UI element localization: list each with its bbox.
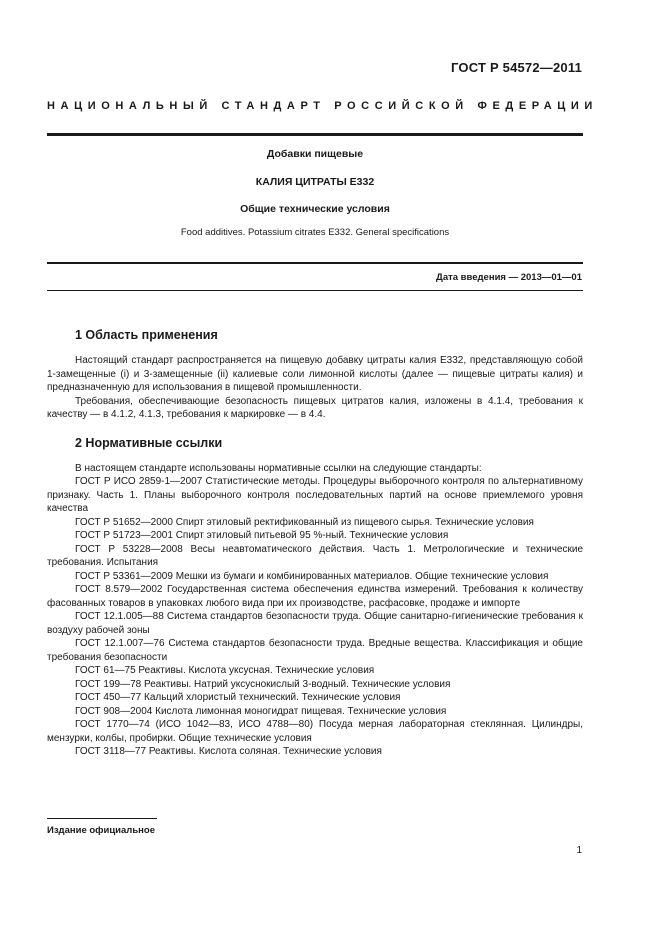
section-heading: 1 Область применения <box>75 328 218 342</box>
header-divider <box>47 133 583 136</box>
reference-item: ГОСТ 1770—74 (ИСО 1042—83, ИСО 4788—80) Посуда мерная лабораторная стеклянная. Цилиндры, мензурки, колбы, пробирки. Общие технические условия <box>47 719 583 744</box>
section-scope <box>47 326 583 422</box>
page-number: 1 <box>576 845 582 856</box>
document-number: ГОСТ Р 54572—2011 <box>451 60 582 75</box>
title-line-2: КАЛИЯ ЦИТРАТЫ Е332 <box>255 176 375 188</box>
reference-item: ГОСТ Р 51723—2001 Спирт этиловый питьевой 95 %-ный. Технические условия <box>75 530 449 541</box>
title-english: Food additives. Potassium citrates E332. General specifications <box>180 227 450 238</box>
title-divider <box>47 262 583 264</box>
title-line-1: Добавки пищевые <box>266 148 364 160</box>
paragraph: Требования, обеспечивающие безопасность пищевых цитратов калия, изложены в 4.1.4, требования к качеству — в 4.1.2, 4.1.3, требования к маркировке — в 4.4. <box>47 395 583 420</box>
official-edition-note: Издание официальное <box>47 825 155 836</box>
introduction-date: Дата введения — 2013—01—01 <box>436 272 582 283</box>
section-normative-references <box>47 434 583 759</box>
reference-item: ГОСТ 12.1.007—76 Система стандартов безопасности труда. Вредные вещества. Классификация и общие требования безопасности <box>47 638 583 663</box>
reference-item: ГОСТ Р 53361—2009 Мешки из бумаги и комбинированных материалов. Общие технические условия <box>75 570 549 582</box>
reference-item: ГОСТ Р ИСО 2859-1—2007 Статистические методы. Процедуры выборочного контроля по альтернативному признаку. Часть 1. Планы выборочного контроля последовательных партий на основе приемлемого уровня качества <box>47 476 583 514</box>
paragraph: В настоящем стандарте использованы нормативные ссылки на следующие стандарты: <box>75 462 482 474</box>
national-standard-heading: НАЦИОНАЛЬНЫЙ СТАНДАРТ РОССИЙСКОЙ ФЕДЕРАЦИИ <box>47 100 598 112</box>
reference-item: ГОСТ Р 53228—2008 Весы неавтоматического действия. Часть 1. Метрологические и технические требования. Испытания <box>47 543 583 568</box>
reference-item: ГОСТ 199—78 Реактивы. Натрий уксуснокислый 3-водный. Технические условия <box>75 678 451 690</box>
reference-item: ГОСТ 8.579—2002 Государственная система обеспечения единства измерений. Требования к количеству фасованных товаров в упаковках любого вида при их производстве, расфасовке, продаже и импорте <box>47 584 583 609</box>
reference-item: ГОСТ 908—2004 Кислота лимонная моногидрат пищевая. Технические условия <box>75 705 447 717</box>
reference-item: ГОСТ Р 51652—2000 Спирт этиловый ректификованный из пищевого сырья. Технические условия <box>75 516 534 528</box>
reference-item: ГОСТ 3118—77 Реактивы. Кислота соляная. Технические условия <box>75 746 382 757</box>
date-divider <box>47 290 583 291</box>
reference-item: ГОСТ 12.1.005—88 Система стандартов безопасности труда. Общие санитарно-гигиенические требования к воздуху рабочей зоны <box>47 611 583 636</box>
paragraph: Настоящий стандарт распространяется на пищевую добавку цитраты калия Е332, представляющую собой 1-замещенные (i) и 3-замещенные (ii) калиевые соли лимонной кислоты (далее — пищевые цитраты калия) и предназначенную для использования в пищевой промышленности. <box>47 355 583 393</box>
reference-item: ГОСТ 61—75 Реактивы. Кислота уксусная. Технические условия <box>75 665 375 676</box>
reference-item: ГОСТ 450—77 Кальций хлористый технический. Технические условия <box>75 692 401 703</box>
footer-divider <box>47 818 157 819</box>
title-line-3: Общие технические условия <box>240 203 390 215</box>
section-heading: 2 Нормативные ссылки <box>75 435 223 450</box>
main-content <box>47 326 583 759</box>
